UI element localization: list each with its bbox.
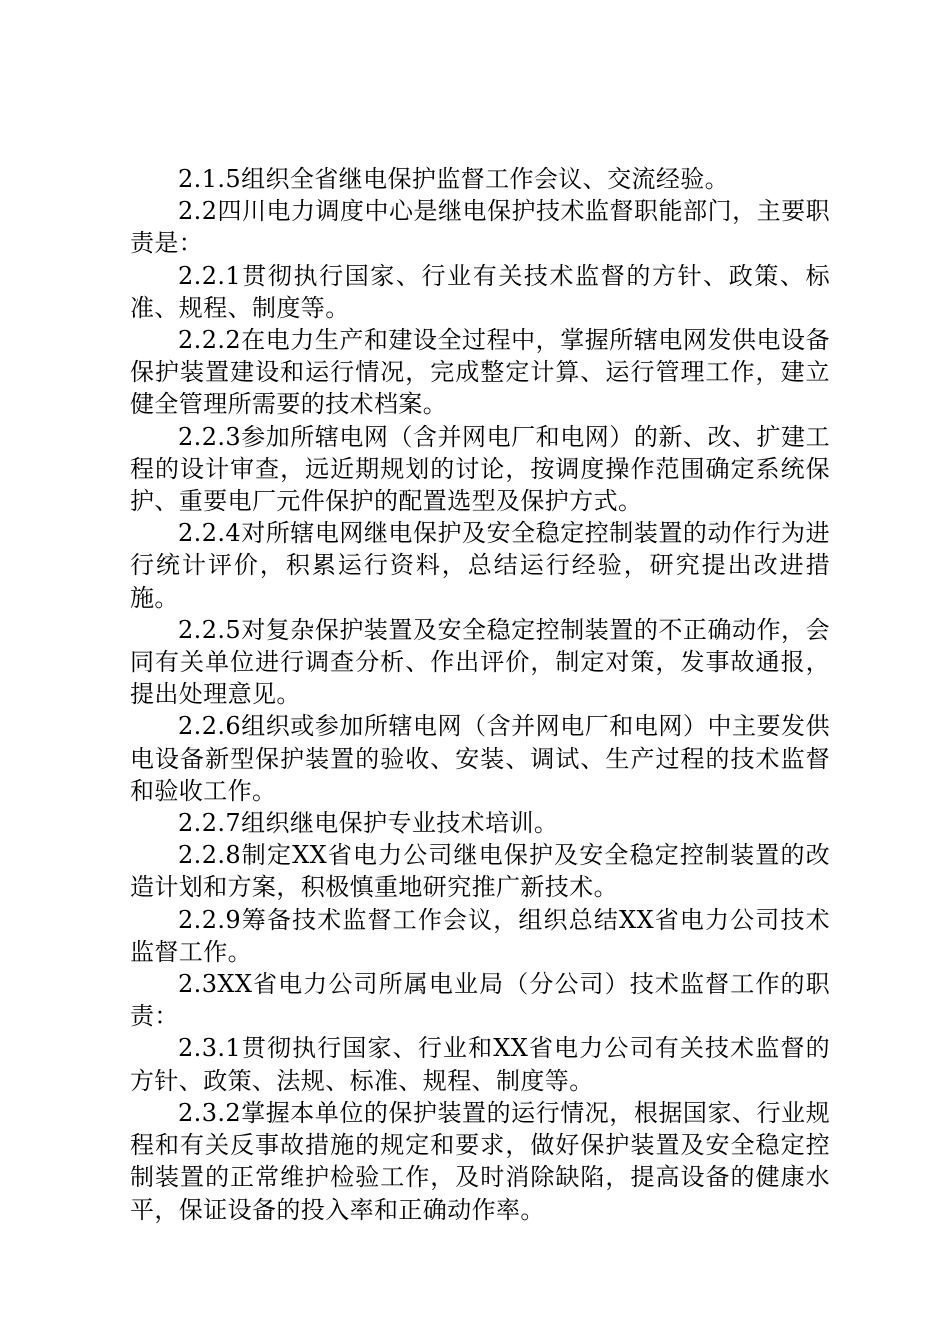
paragraph-2-2: 2.2四川电力调度中心是继电保护技术监督职能部门，主要职责是： — [130, 197, 830, 258]
paragraph-2-2-9: 2.2.9筹备技术监督工作会议，组织总结XX省电力公司技术监督工作。 — [130, 905, 830, 966]
paragraph-2-2-2: 2.2.2在电力生产和建设全过程中，掌握所辖电网发供电设备保护装置建设和运行情况，完成整定计算、运行管理工作，建立健全管理所需要的技术档案。 — [130, 326, 830, 419]
paragraph-2-2-6: 2.2.6组织或参加所辖电网（含并网电厂和电网）中主要发供电设备新型保护装置的验收、安装、调试、生产过程的技术监督和验收工作。 — [130, 712, 830, 805]
paragraph-2-2-5: 2.2.5对复杂保护装置及安全稳定控制装置的不正确动作，会同有关单位进行调查分析、作出评价，制定对策，发事故通报，提出处理意见。 — [130, 615, 830, 709]
paragraph-2-3-2: 2.3.2掌握本单位的保护装置的运行情况，根据国家、行业规程和有关反事故措施的规定和要求，做好保护装置及安全稳定控制装置的正常维护检验工作，及时消除缺陷，提高设备的健康水平，保证设备的投入率和正确动作率。 — [130, 1098, 830, 1224]
paragraph-2-2-1: 2.2.1贯彻执行国家、行业有关技术监督的方针、政策、标准、规程、制度等。 — [130, 261, 830, 322]
paragraph-2-2-4: 2.2.4对所辖电网继电保护及安全稳定控制装置的动作行为进行统计评价，积累运行资料，总结运行经验，研究提出改进措施。 — [130, 519, 830, 612]
paragraph-2-3-1: 2.3.1贯彻执行国家、行业和XX省电力公司有关技术监督的方针、政策、法规、标准、规程、制度等。 — [130, 1034, 830, 1095]
document-body — [130, 163, 830, 1226]
paragraph-2-2-3: 2.2.3参加所辖电网（含并网电厂和电网）的新、改、扩建工程的设计审查，远近期规划的讨论，按调度操作范围确定系统保护、重要电厂元件保护的配置选型及保护方式。 — [130, 422, 830, 516]
paragraph-2-2-8: 2.2.8制定XX省电力公司继电保护及安全稳定控制装置的改造计划和方案，积极慎重地研究推广新技术。 — [130, 841, 830, 902]
paragraph-2-3: 2.3XX省电力公司所属电业局（分公司）技术监督工作的职责： — [130, 970, 830, 1031]
paragraph-2-1-5: 2.1.5组织全省继电保护监督工作会议、交流经验。 — [178, 165, 730, 193]
paragraph-2-2-7: 2.2.7组织继电保护专业技术培训。 — [178, 809, 559, 838]
